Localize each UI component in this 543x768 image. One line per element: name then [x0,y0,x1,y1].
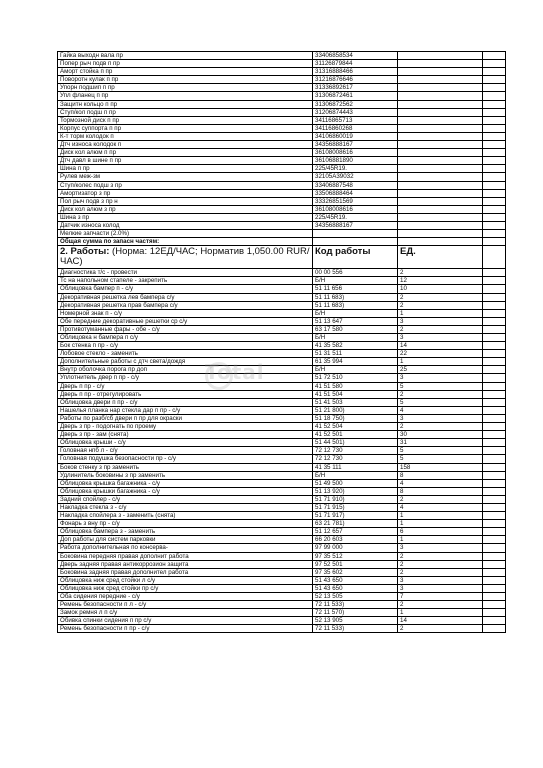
work-row [58,406,506,414]
work-row-value: 25 [398,366,483,374]
work-row [58,269,506,277]
work-row-value: 2 [398,301,483,309]
part-row-name: Поворотн кулак п пр [58,76,313,84]
part-row [58,173,506,181]
work-row-name: Облицовка двери п пр - с/у [58,398,313,406]
work-row-name: Диагностика т/с - провести [58,269,313,277]
work-row-code: 51 31 511 [313,350,398,358]
works-header-title-cell [58,246,313,269]
work-row-code: 51 13 920) [313,487,398,495]
part-row-code: 34356888167 [313,221,398,229]
part-row-name: Диск кол алюм з пр [58,205,313,213]
work-row-value: 2 [398,390,483,398]
work-row-name: Уплотнитель двер п пр - с/у [58,374,313,382]
part-row-name: Ступ/кол подш п пр [58,108,313,116]
part-row-name: Мелкие запчасти (2.0%) [58,230,313,238]
part-row-code: 225/45R19. [313,213,398,221]
work-row-value: 10 [398,285,483,293]
part-row-code: 33406887548 [313,181,398,189]
part-row-code [313,230,398,238]
part-row [58,221,506,229]
work-row-name: Тс на напольном стапеле - закрепить [58,277,313,285]
work-row-value: 3 [398,374,483,382]
part-row-name: Дтч износа колодок п [58,141,313,149]
work-row [58,512,506,520]
parts-total-label: Общая сумма по запасн частям: [58,238,313,246]
work-row [58,584,506,592]
work-row-name: Ремень безопасности п л - с/у [58,601,313,609]
part-row-name: Дтч давл в шине п пр [58,157,313,165]
work-row-name: Облицовка ниж сред стойки пр с/у [58,584,313,592]
works-section [58,269,506,633]
work-row-value: 5 [398,382,483,390]
work-row-value: 2 [398,601,483,609]
part-row-code: 34356888167 [313,141,398,149]
work-row [58,350,506,358]
work-row-name: Противотуманные фары - обе - с/у [58,325,313,333]
part-row-name: К-т торм колодок п [58,132,313,140]
part-row [58,205,506,213]
part-row [58,116,506,124]
part-row-code: 225/45R19. [313,165,398,173]
work-row [58,382,506,390]
work-row [58,471,506,479]
work-row-code: Б/Н [313,334,398,342]
work-row-name: Дверь п пр - отрегулировать [58,390,313,398]
work-row-value: 2 [398,625,483,633]
work-row-value: 1 [398,358,483,366]
part-row-name: Пол рыч подв з пр н [58,197,313,205]
work-row-value: 2 [398,325,483,333]
work-row-code: 51 49 500 [313,479,398,487]
work-row-value: 4 [398,406,483,414]
work-row [58,358,506,366]
work-row [58,568,506,576]
work-row [58,593,506,601]
work-row-code: 51 11 683) [313,293,398,301]
works-header-unit: ЕД. [398,246,483,269]
work-row-value: 2 [398,560,483,568]
work-row-value: 158 [398,463,483,471]
work-row-name: Облицовка н бампера п с/у [58,334,313,342]
part-row-name: Корпус суппорта п пр [58,124,313,132]
work-row-name: Дополнительные работы с дтч света/дождя [58,358,313,366]
work-row-code: 51 72 510 [313,374,398,382]
part-row [58,157,506,165]
part-row-name: Упл фланец п пр [58,92,313,100]
part-row [58,68,506,76]
work-row-value: 2 [398,495,483,503]
work-row [58,609,506,617]
work-row-value: 4 [398,503,483,511]
works-header-row [58,246,506,269]
work-row-code: 63 17 580 [313,325,398,333]
work-row-code: Б/Н [313,471,398,479]
work-row-code: Б/Н [313,366,398,374]
part-row-name: Шина з пр [58,213,313,221]
work-row-value: 8 [398,487,483,495]
work-row-name: Накладка стекла з - с/у [58,503,313,511]
work-row [58,423,506,431]
part-row-code: 31216876646 [313,76,398,84]
work-row-code: 41 35 111 [313,463,398,471]
part-row [58,213,506,221]
part-row [58,76,506,84]
work-row-value: 3 [398,317,483,325]
works-header-norm: (Норма: 12ЕД/ЧАС; Норматив 1,050.00 RUR/ЧАС) [60,246,310,268]
work-row-name: Нашелья планка нар стекла дар п пр - с/у [58,406,313,414]
work-row-code: 61 35 994 [313,358,398,366]
work-row [58,455,506,463]
part-row-code: 33406858534 [313,52,398,60]
work-row-code: 51 71 917) [313,512,398,520]
work-row-value: 1 [398,520,483,528]
work-row-name: Облицовка ниж сред стойки л с/у [58,576,313,584]
work-row-code: 66 20 603 [313,536,398,544]
part-row-name: Датчик износа колод [58,221,313,229]
work-row-name: Дверь з пр - подогнать по проему [58,423,313,431]
part-row [58,230,506,238]
work-row-code: 51 44 501) [313,439,398,447]
work-row [58,601,506,609]
work-row [58,431,506,439]
part-row [58,92,506,100]
work-row-value: 3 [398,544,483,552]
work-row-value: 30 [398,431,483,439]
work-row-name: Работа дополнительная по консерва- [58,544,313,552]
work-row-name: Облицовка бампер п - с/у [58,285,313,293]
work-row-code: 41 52 504 [313,423,398,431]
part-row-code: 33326851569 [313,197,398,205]
work-row-name: Дверь задняя правая антикоррозион защита [58,560,313,568]
work-row-value: 2 [398,552,483,560]
work-row [58,293,506,301]
work-row [58,414,506,422]
work-row-code: 52 13 505 [313,593,398,601]
part-row-code: 31316888466 [313,68,398,76]
work-row [58,576,506,584]
work-row-code: 51 18 750) [313,414,398,422]
work-row-value: 2 [398,269,483,277]
work-row-code: Б/Н [313,309,398,317]
work-row-value: 3 [398,414,483,422]
work-row [58,520,506,528]
work-row-code: 51 13 647 [313,317,398,325]
work-row [58,625,506,633]
work-row-value: 2 [398,293,483,301]
part-row-name: Аморт стойка п пр [58,68,313,76]
work-row-name: Облицовка крышки багажника - с/у [58,487,313,495]
work-row-code: 72 12 730 [313,455,398,463]
work-row-value: 2 [398,568,483,576]
work-row-value: 4 [398,479,483,487]
estimate-sheet [57,51,485,633]
work-row-value: 3 [398,584,483,592]
work-row-name: Декоративная решетка лев бампера с/у [58,293,313,301]
work-row-value: 1 [398,512,483,520]
work-row-code: 51 71 910) [313,495,398,503]
work-row [58,366,506,374]
work-row-name: Обивка спинки сидения п пр с/у [58,617,313,625]
work-row-code: 97 99 000 [313,544,398,552]
work-row-code: 72 11 533) [313,601,398,609]
work-row-code: 72 11 570) [313,609,398,617]
work-row [58,342,506,350]
work-row-name: Номерной знак п - с/у [58,309,313,317]
work-row [58,285,506,293]
work-row-name: Накладка спойлера з - заменить (снята) [58,512,313,520]
work-row-code: 51 21 800) [313,406,398,414]
work-row-code: 41 51 504 [313,390,398,398]
work-row-name: Задний спойлер - с/у [58,495,313,503]
work-row-value: 3 [398,576,483,584]
part-row-name: Защитн кольцо п пр [58,100,313,108]
work-row-name: Ремень безопасности п пр - с/у [58,625,313,633]
part-row [58,52,506,60]
part-row-code: 34116865713 [313,116,398,124]
part-row-name: Диск кол алюм п пр [58,149,313,157]
work-row-code: 52 13 905 [313,617,398,625]
works-header-title: 2. Работы: [60,246,110,258]
work-row [58,374,506,382]
work-row [58,617,506,625]
part-row-code: 31126879844 [313,60,398,68]
work-row [58,536,506,544]
work-row-name: Декоративная решетка прав бампера с/у [58,301,313,309]
work-row-value: 14 [398,617,483,625]
part-row-code: 33506888464 [313,189,398,197]
work-row-code: 51 41 503 [313,398,398,406]
part-row-code: 36108008616 [313,149,398,157]
work-row-code: 41 35 582 [313,342,398,350]
work-row [58,528,506,536]
part-row-code: 31306872562 [313,100,398,108]
work-row-code: Б/Н [313,277,398,285]
work-row-value: 14 [398,342,483,350]
part-row-name: Упорн подшип п пр [58,84,313,92]
work-row [58,309,506,317]
work-row-name: Облицовка крышка багажника - с/у [58,479,313,487]
work-row [58,334,506,342]
works-header-section [58,246,506,269]
work-row [58,495,506,503]
work-row [58,398,506,406]
work-row [58,544,506,552]
estimate-table [57,51,506,633]
work-row-value: 31 [398,439,483,447]
part-row [58,108,506,116]
part-row [58,100,506,108]
work-row [58,447,506,455]
work-row-value: 7 [398,593,483,601]
work-row-code: 72 12 730 [313,447,398,455]
work-row-value: 1 [398,609,483,617]
part-row [58,181,506,189]
work-row-code: 97 52 501 [313,560,398,568]
part-row-code: 34116860268 [313,124,398,132]
work-row-value: 1 [398,309,483,317]
work-row-code: 51 43 650 [313,576,398,584]
work-row-value: 12 [398,277,483,285]
work-row-code: 72 11 533) [313,625,398,633]
part-row-code: 36106881890 [313,157,398,165]
work-row [58,277,506,285]
work-row-name: Замок ремня л п с/у [58,609,313,617]
work-row-code: 97 35 602 [313,568,398,576]
work-row-name: Головная нпб л - с/у [58,447,313,455]
watermark-text: Total [205,360,265,384]
work-row-value: 1 [398,536,483,544]
work-row-name: Боков стенку з пр заменить [58,463,313,471]
work-row [58,325,506,333]
part-row [58,141,506,149]
work-row-code: 41 52 501 [313,431,398,439]
work-row-name: Оба сидения передние - с/у [58,593,313,601]
parts-total-section [58,238,506,246]
part-row [58,132,506,140]
part-row [58,149,506,157]
part-row-name: Амортизатор з пр [58,189,313,197]
work-row-name: Фонарь з вну пр - с/у [58,520,313,528]
part-row-code: 36108008616 [313,205,398,213]
work-row-code: 41 51 580 [313,382,398,390]
work-row-code: 51 11 683) [313,301,398,309]
part-row [58,124,506,132]
work-row-code: 51 71 915) [313,503,398,511]
work-row-code: 51 12 657 [313,528,398,536]
part-row [58,60,506,68]
part-row-name: Шина п пр [58,165,313,173]
work-row-name: Облицовка крыши - с/у [58,439,313,447]
work-row-value: 6 [398,528,483,536]
works-header-code: Код работы [313,246,398,269]
work-row [58,390,506,398]
work-row-code: 51 11 656 [313,285,398,293]
part-row-code: 31306872461 [313,92,398,100]
work-row-value: 3 [398,334,483,342]
part-row-code: 34106860019 [313,132,398,140]
work-row [58,479,506,487]
work-row-name: Облицовка бампера з - заменить [58,528,313,536]
work-row [58,560,506,568]
work-row-value: 5 [398,455,483,463]
work-row [58,487,506,495]
part-row-name: Гайка выходн вала пр [58,52,313,60]
part-row-code: 31206874443 [313,108,398,116]
work-row-name: Лобовое стекло - заменить [58,350,313,358]
work-row [58,552,506,560]
part-row-code: 31336892617 [313,84,398,92]
work-row-value: 8 [398,471,483,479]
work-row-name: Боковина передняя правая дополнит работа [58,552,313,560]
work-row-name: Удлинитель боковины з пр заменить [58,471,313,479]
work-row-code: 97 35 512 [313,552,398,560]
work-row-value: 5 [398,398,483,406]
work-row [58,463,506,471]
work-row [58,317,506,325]
part-row [58,197,506,205]
work-row [58,439,506,447]
work-row-code: 51 43 650 [313,584,398,592]
part-row-name: Рулев меж-зм [58,173,313,181]
part-row [58,84,506,92]
work-row-name: Бок стенка п пр - с/у [58,342,313,350]
work-row-name: Дверь з пр - зам (снята) [58,431,313,439]
work-row [58,301,506,309]
part-row-name: Ступ/колес подш з пр [58,181,313,189]
work-row-name: Головная подушка безопасности пр - с/у [58,455,313,463]
part-row-code: 32105A39032 [313,173,398,181]
work-row-value: 22 [398,350,483,358]
work-row [58,503,506,511]
work-row-code: 00 00 556 [313,269,398,277]
part-row-name: Попер рыч подв п пр [58,60,313,68]
parts-section [58,52,506,238]
work-row-name: Доп работы для систем парковки [58,536,313,544]
work-row-name: Обе передние декоративные решетки ср с/у [58,317,313,325]
parts-total-row [58,238,506,246]
work-row-value: 5 [398,447,483,455]
part-row [58,189,506,197]
work-row-name: Внутр оболочка порога пр доп [58,366,313,374]
part-row [58,165,506,173]
work-row-name: Боковина задняя правая дополнител работа [58,568,313,576]
part-row-name: Тормозной диск п пр [58,116,313,124]
work-row-value: 2 [398,423,483,431]
work-row-name: Дверь п пр - с/у [58,382,313,390]
work-row-code: 63 21 781) [313,520,398,528]
work-row-name: Работы по разб/сб двери п пр для окраски [58,414,313,422]
